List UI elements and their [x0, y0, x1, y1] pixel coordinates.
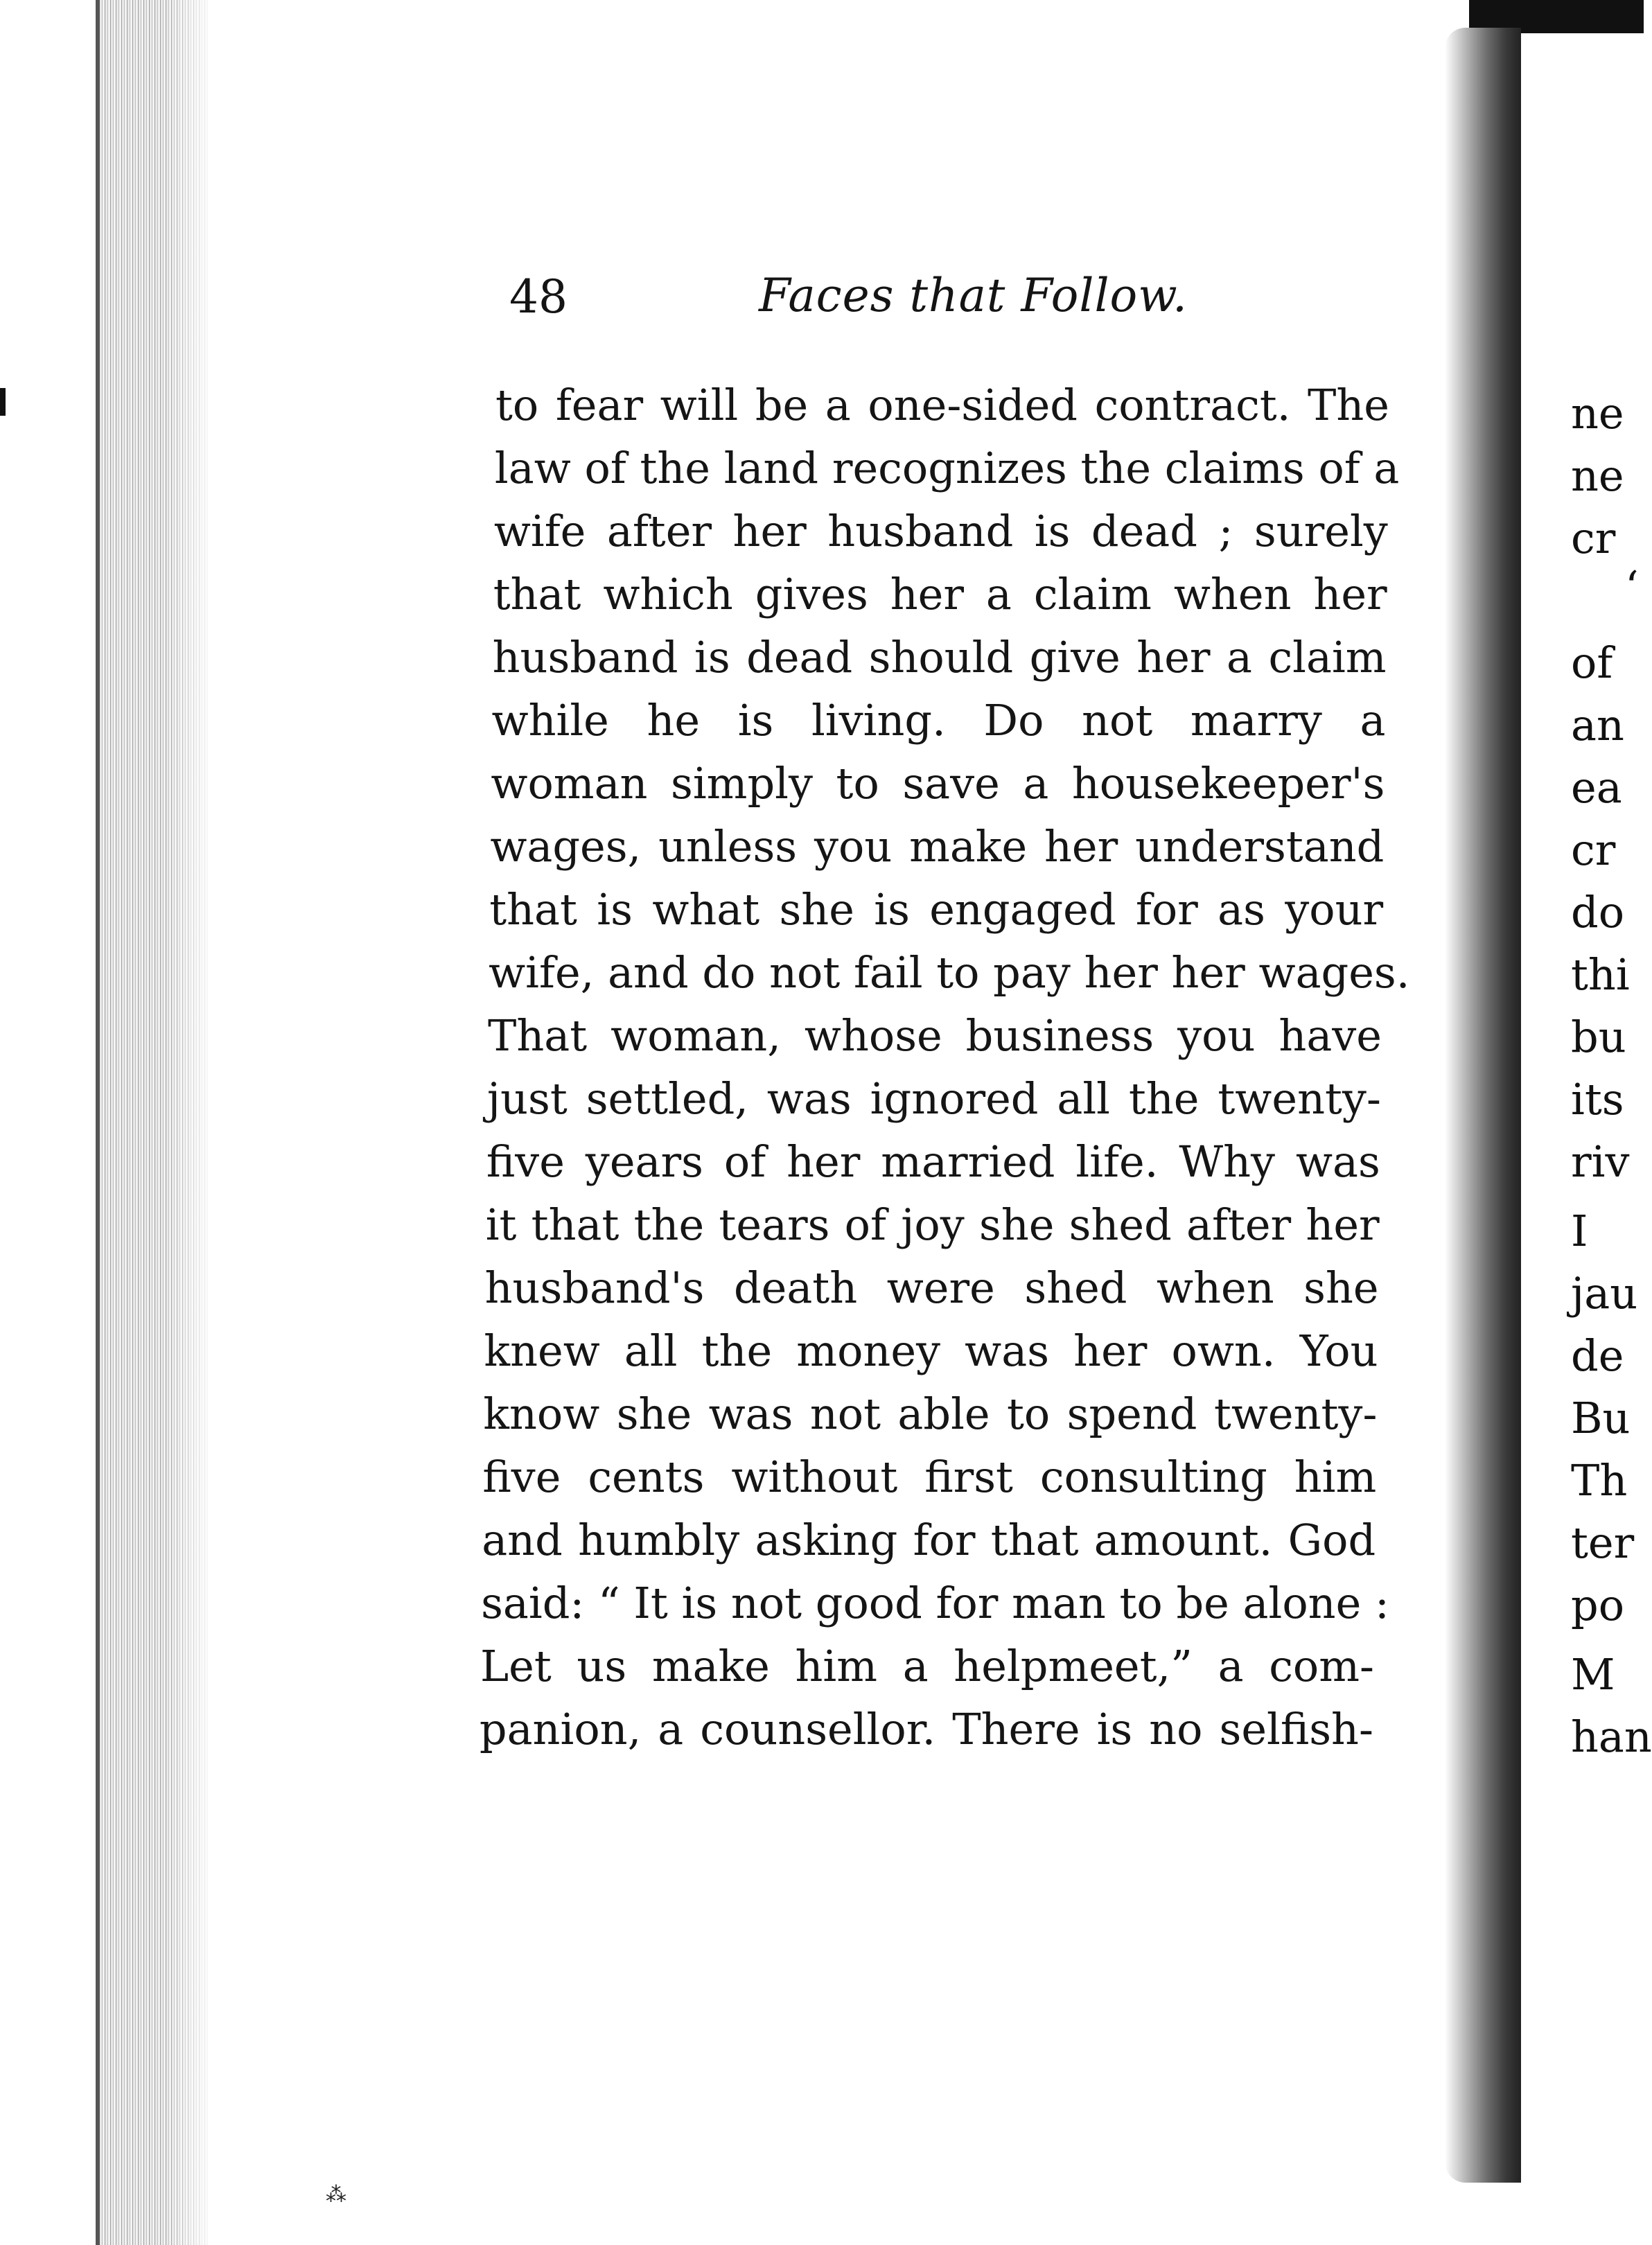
facing-text-fragment: cr — [1571, 825, 1616, 875]
facing-text-fragment: ea — [1571, 762, 1622, 813]
text-line: Let us make him a helpmeet,” a com- — [480, 1641, 1374, 1691]
text-line: woman simply to save a housekeeper's — [491, 758, 1385, 809]
text-line: to fear will be a one-sided contract. The — [495, 380, 1389, 430]
page-header — [509, 263, 1410, 333]
facing-text-fragment: han — [1571, 1711, 1652, 1762]
text-line: husband is dead should give her a claim — [492, 632, 1387, 683]
text-line: knew all the money was her own. You — [484, 1326, 1378, 1376]
facing-text-fragment: de — [1571, 1330, 1624, 1381]
facing-text-fragment: cr — [1571, 513, 1616, 563]
facing-text-fragment: I — [1571, 1206, 1588, 1256]
text-line: wife after her husband is dead ; surely — [493, 506, 1388, 556]
facing-text-fragment: Th — [1571, 1455, 1628, 1506]
text-line: said: “ It is not good for man to be alone : — [481, 1578, 1389, 1628]
facing-text-fragment: its — [1571, 1074, 1624, 1125]
facing-text-fragment: bu — [1571, 1012, 1626, 1062]
text-line: That woman, whose business you have — [488, 1010, 1382, 1061]
text-line: while he is living. Do not marry a — [491, 695, 1386, 746]
facing-text-fragment: do — [1571, 887, 1625, 937]
text-line: five years of her married life. Why was — [486, 1136, 1380, 1187]
facing-text-fragment: of — [1571, 637, 1613, 688]
text-line: and humbly asking for that amount. God — [482, 1515, 1376, 1565]
facing-text-fragment: po — [1571, 1580, 1625, 1630]
ink-blot: ⁂ — [326, 2183, 345, 2207]
facing-text-fragment: M — [1571, 1649, 1615, 1700]
text-line: that is what she is engaged for as your — [489, 884, 1384, 935]
facing-text-fragment: jau — [1571, 1268, 1638, 1319]
text-line: panion, a counsellor. There is no selfish- — [479, 1704, 1373, 1754]
text-line: five cents without first consulting him — [482, 1452, 1377, 1502]
text-line: know she was not able to spend twenty- — [483, 1389, 1378, 1439]
facing-text-fragment: ter — [1571, 1517, 1635, 1568]
text-line: husband's death were shed when she — [484, 1262, 1379, 1313]
facing-text-fragment: ‘ — [1625, 561, 1639, 612]
facing-text-fragment: ne — [1571, 388, 1624, 439]
facing-text-fragment: thi — [1571, 949, 1630, 1000]
scan-edge-mark — [0, 388, 6, 416]
text-line: just settled, was ignored all the twenty- — [486, 1073, 1381, 1124]
text-line: wages, unless you make her understand — [490, 821, 1385, 872]
facing-text-fragment: ne — [1571, 450, 1624, 501]
book-gutter-shadow — [1445, 28, 1521, 2183]
facing-page — [1521, 33, 1652, 2245]
text-line: wife, and do not fail to pay her her wages. — [489, 947, 1410, 998]
facing-text-fragment: an — [1571, 700, 1624, 750]
running-title: Faces that Follow. — [759, 269, 1188, 322]
facing-text-fragment: riv — [1571, 1136, 1630, 1187]
text-line: it that the tears of joy she shed after her — [485, 1199, 1380, 1250]
page-number: 48 — [509, 270, 568, 324]
text-line: that which gives her a claim when her — [493, 569, 1387, 619]
scan-margin — [0, 0, 96, 2245]
text-line: law of the land recognizes the claims of a — [494, 443, 1400, 493]
facing-text-fragment: Bu — [1571, 1393, 1631, 1443]
